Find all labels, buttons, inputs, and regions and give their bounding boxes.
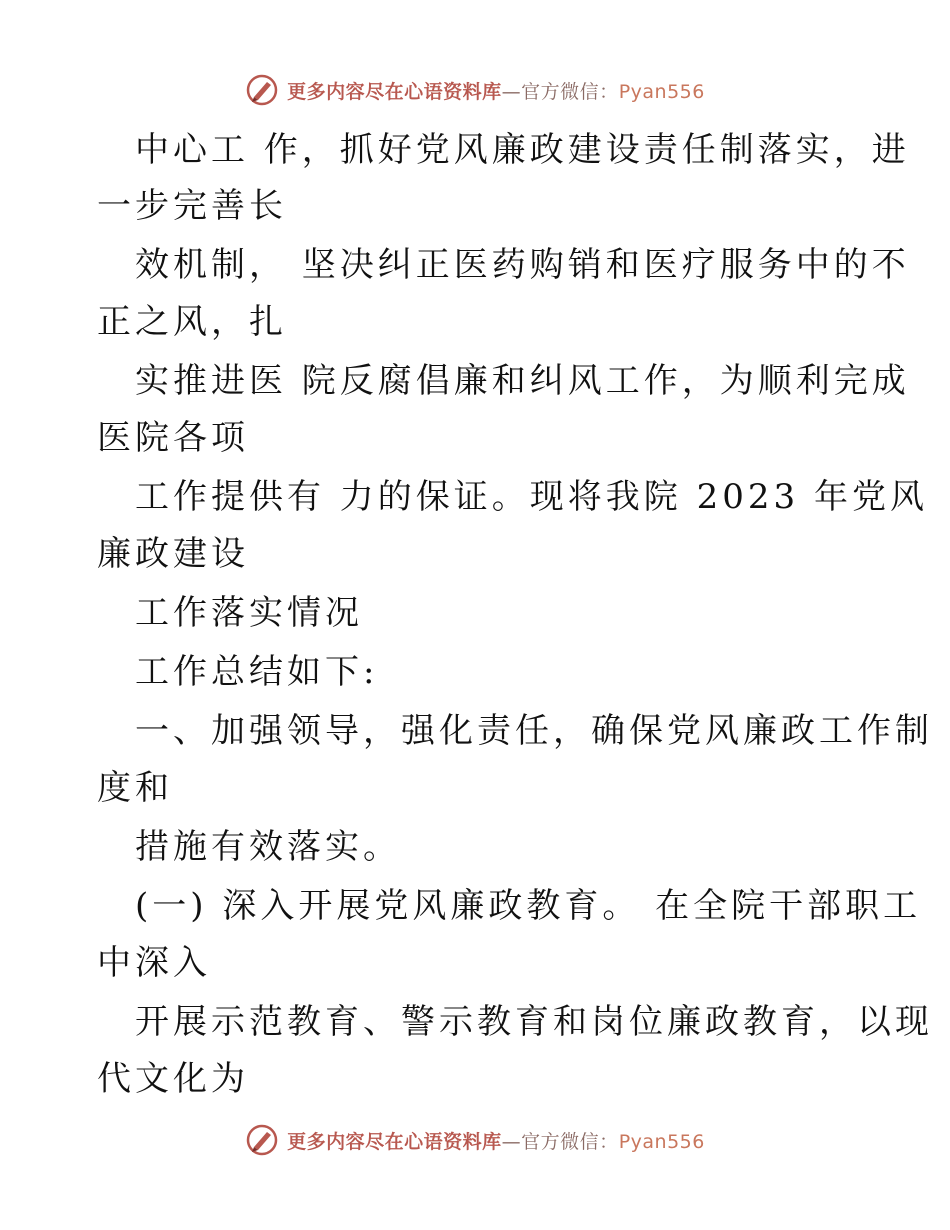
text-line: 工作总结如下: (135, 652, 379, 692)
text-line: 中深入 (97, 943, 211, 983)
text-line: 一、加强领导，强化责任，确保党风廉政工作制 (135, 711, 933, 751)
text-line: 正之风，扎 (97, 302, 287, 342)
banner-title: 更多内容尽在心语资料库 (287, 1130, 502, 1153)
text-line: 医院各项 (97, 418, 249, 458)
text-line: 措施有效落实。 (135, 827, 401, 867)
text-line: 代文化为 (97, 1059, 249, 1099)
footer-banner (0, 1120, 950, 1160)
text-line: 一步完善长 (97, 186, 287, 226)
banner-title: 更多内容尽在心语资料库 (287, 80, 502, 103)
text-line: 开展示范教育、警示教育和岗位廉政教育，以现 (135, 1002, 933, 1042)
pen-logo-icon (245, 73, 279, 107)
text-line: 工作落实情况 (135, 593, 363, 633)
banner-wechat-id: Pyan556 (618, 80, 705, 103)
text-line: 度和 (97, 768, 173, 808)
text-line: 效机制， 坚决纠正医药购销和医疗服务中的不 (135, 245, 910, 285)
text-line: 廉政建设 (97, 534, 249, 574)
banner-wechat-label: —官方微信： (501, 80, 619, 103)
header-banner (0, 70, 950, 110)
text-line: (一) 深入开展党风廉政教育。 在全院干部职工 (135, 886, 922, 926)
text-line: 实推进医 院反腐倡廉和纠风工作，为顺利完成 (135, 361, 910, 401)
banner-text (287, 77, 705, 104)
banner-text (287, 1127, 705, 1154)
banner-wechat-label: —官方微信： (501, 1130, 619, 1153)
pen-logo-icon (245, 1123, 279, 1157)
text-line: 工作提供有 力的保证。现将我院 2023 年党风 (135, 477, 928, 517)
text-line: 中心工 作，抓好党风廉政建设责任制落实，进 (135, 130, 910, 170)
banner-wechat-id: Pyan556 (618, 1130, 705, 1153)
